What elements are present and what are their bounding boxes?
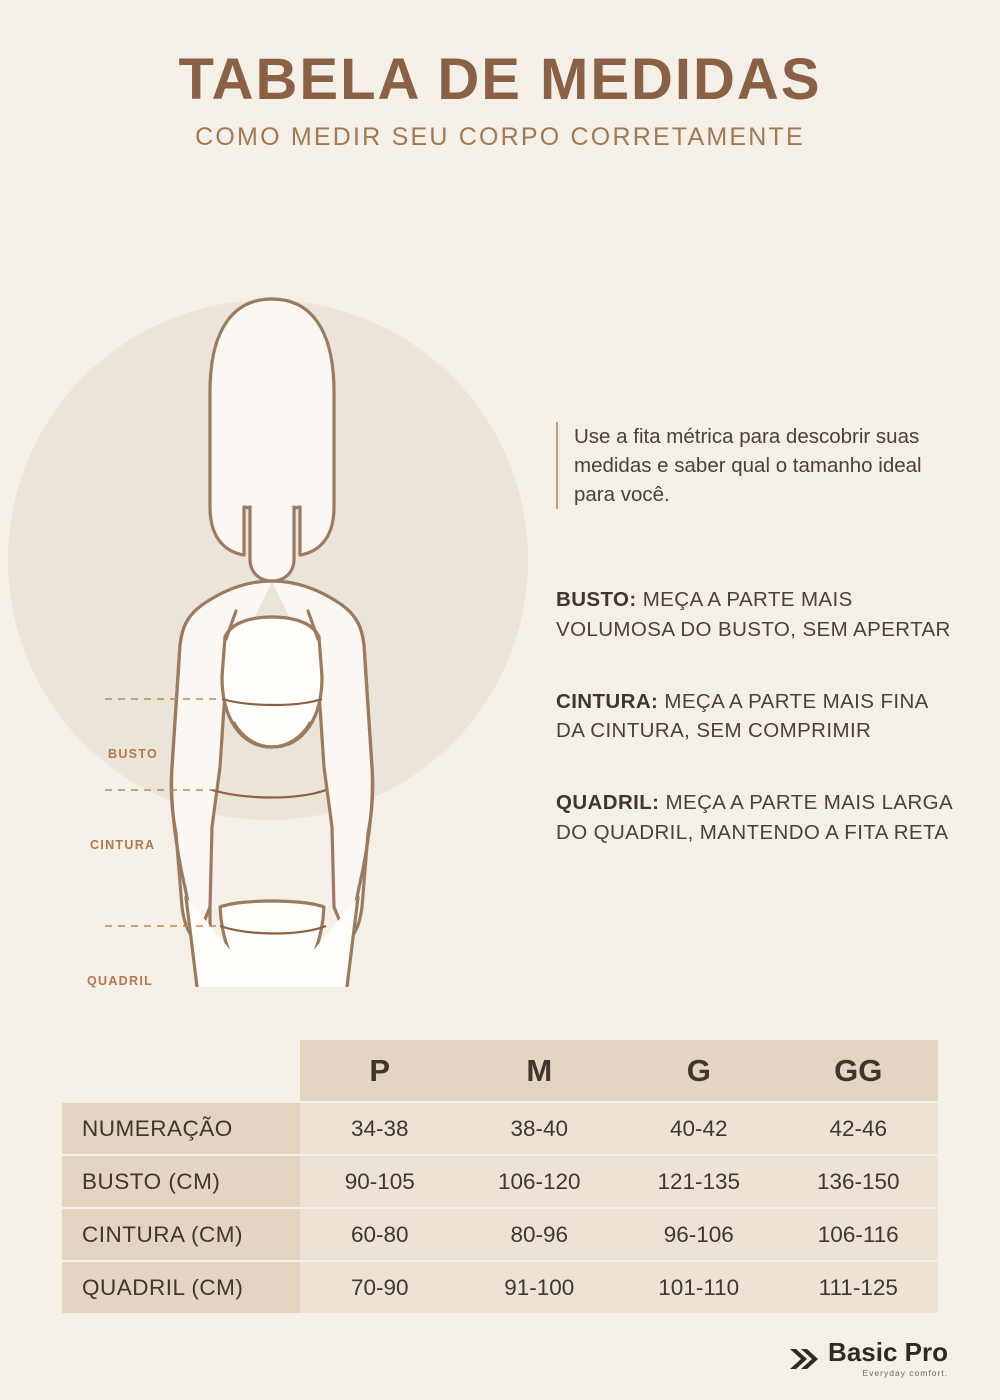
- page-header: [0, 0, 1000, 152]
- label-cintura: CINTURA: [90, 837, 156, 852]
- cell-cintura-m: 80-96: [460, 1208, 620, 1261]
- row-label-cintura: CINTURA (CM): [62, 1208, 300, 1261]
- instruction-quadril-term: QUADRIL:: [556, 791, 660, 815]
- main-illustration-section: [0, 152, 1000, 988]
- table-row: [62, 1208, 938, 1261]
- size-table-wrapper: [62, 1040, 938, 1315]
- instruction-cintura-term: CINTURA:: [556, 689, 659, 713]
- cell-busto-p: 90-105: [300, 1155, 460, 1208]
- table-col-g: G: [619, 1040, 779, 1102]
- brand-name: Basic Pro: [828, 1337, 948, 1367]
- cell-numeracao-gg: 42-46: [779, 1102, 939, 1155]
- label-quadril: QUADRIL: [87, 973, 154, 988]
- cell-quadril-p: 70-90: [300, 1261, 460, 1314]
- cintura-measure-curve: [212, 790, 326, 798]
- cell-quadril-gg: 111-125: [779, 1261, 939, 1314]
- double-chevron-icon: [788, 1346, 818, 1372]
- cell-numeracao-m: 38-40: [460, 1102, 620, 1155]
- table-row: [62, 1155, 938, 1208]
- cell-numeracao-p: 34-38: [300, 1102, 460, 1155]
- table-col-m: M: [460, 1040, 620, 1102]
- cell-busto-m: 106-120: [460, 1155, 620, 1208]
- female-body-outline-icon: [60, 207, 530, 987]
- instruction-busto-text: MEÇA A PARTE MAIS VOLUMOSA DO BUSTO, SEM APERTAR: [556, 588, 951, 641]
- cell-numeracao-g: 40-42: [619, 1102, 779, 1155]
- cell-cintura-gg: 106-116: [779, 1208, 939, 1261]
- cell-quadril-g: 101-110: [619, 1261, 779, 1314]
- label-busto: BUSTO: [108, 746, 159, 761]
- intro-text: Use a fita métrica para descobrir suas medidas e saber qual o tamanho ideal para você.: [556, 422, 956, 509]
- table-header-row: [62, 1040, 938, 1102]
- table-col-p: P: [300, 1040, 460, 1102]
- cell-cintura-g: 96-106: [619, 1208, 779, 1261]
- table-row: [62, 1261, 938, 1314]
- brand-footer: [788, 1339, 948, 1378]
- page-subtitle: COMO MEDIR SEU CORPO CORRETAMENTE: [195, 122, 805, 151]
- instruction-quadril: [556, 788, 956, 847]
- instruction-cintura: [556, 687, 956, 746]
- page-title: TABELA DE MEDIDAS: [178, 47, 822, 112]
- row-label-busto: BUSTO (CM): [62, 1155, 300, 1208]
- table-col-gg: GG: [779, 1040, 939, 1102]
- instructions-column: [556, 422, 956, 848]
- instruction-cintura-text: MEÇA A PARTE MAIS FINA DA CINTURA, SEM COMPRIMIR: [556, 689, 928, 743]
- table-corner-cell: [62, 1040, 300, 1102]
- cell-cintura-p: 60-80: [300, 1208, 460, 1261]
- row-label-numeracao: NUMERAÇÃO: [62, 1102, 300, 1155]
- body-figure-illustration: [60, 207, 530, 988]
- row-label-quadril: QUADRIL (CM): [62, 1261, 300, 1314]
- table-row: [62, 1102, 938, 1155]
- instruction-quadril-text: MEÇA A PARTE MAIS LARGA DO QUADRIL, MANTENDO A FITA RETA: [556, 791, 952, 844]
- cell-quadril-m: 91-100: [460, 1261, 620, 1314]
- cell-busto-gg: 136-150: [779, 1155, 939, 1208]
- brand-tagline: Everyday comfort.: [862, 1368, 948, 1378]
- instruction-busto-term: BUSTO:: [556, 588, 637, 612]
- size-table: [62, 1040, 938, 1315]
- instruction-busto: [556, 585, 956, 644]
- cell-busto-g: 121-135: [619, 1155, 779, 1208]
